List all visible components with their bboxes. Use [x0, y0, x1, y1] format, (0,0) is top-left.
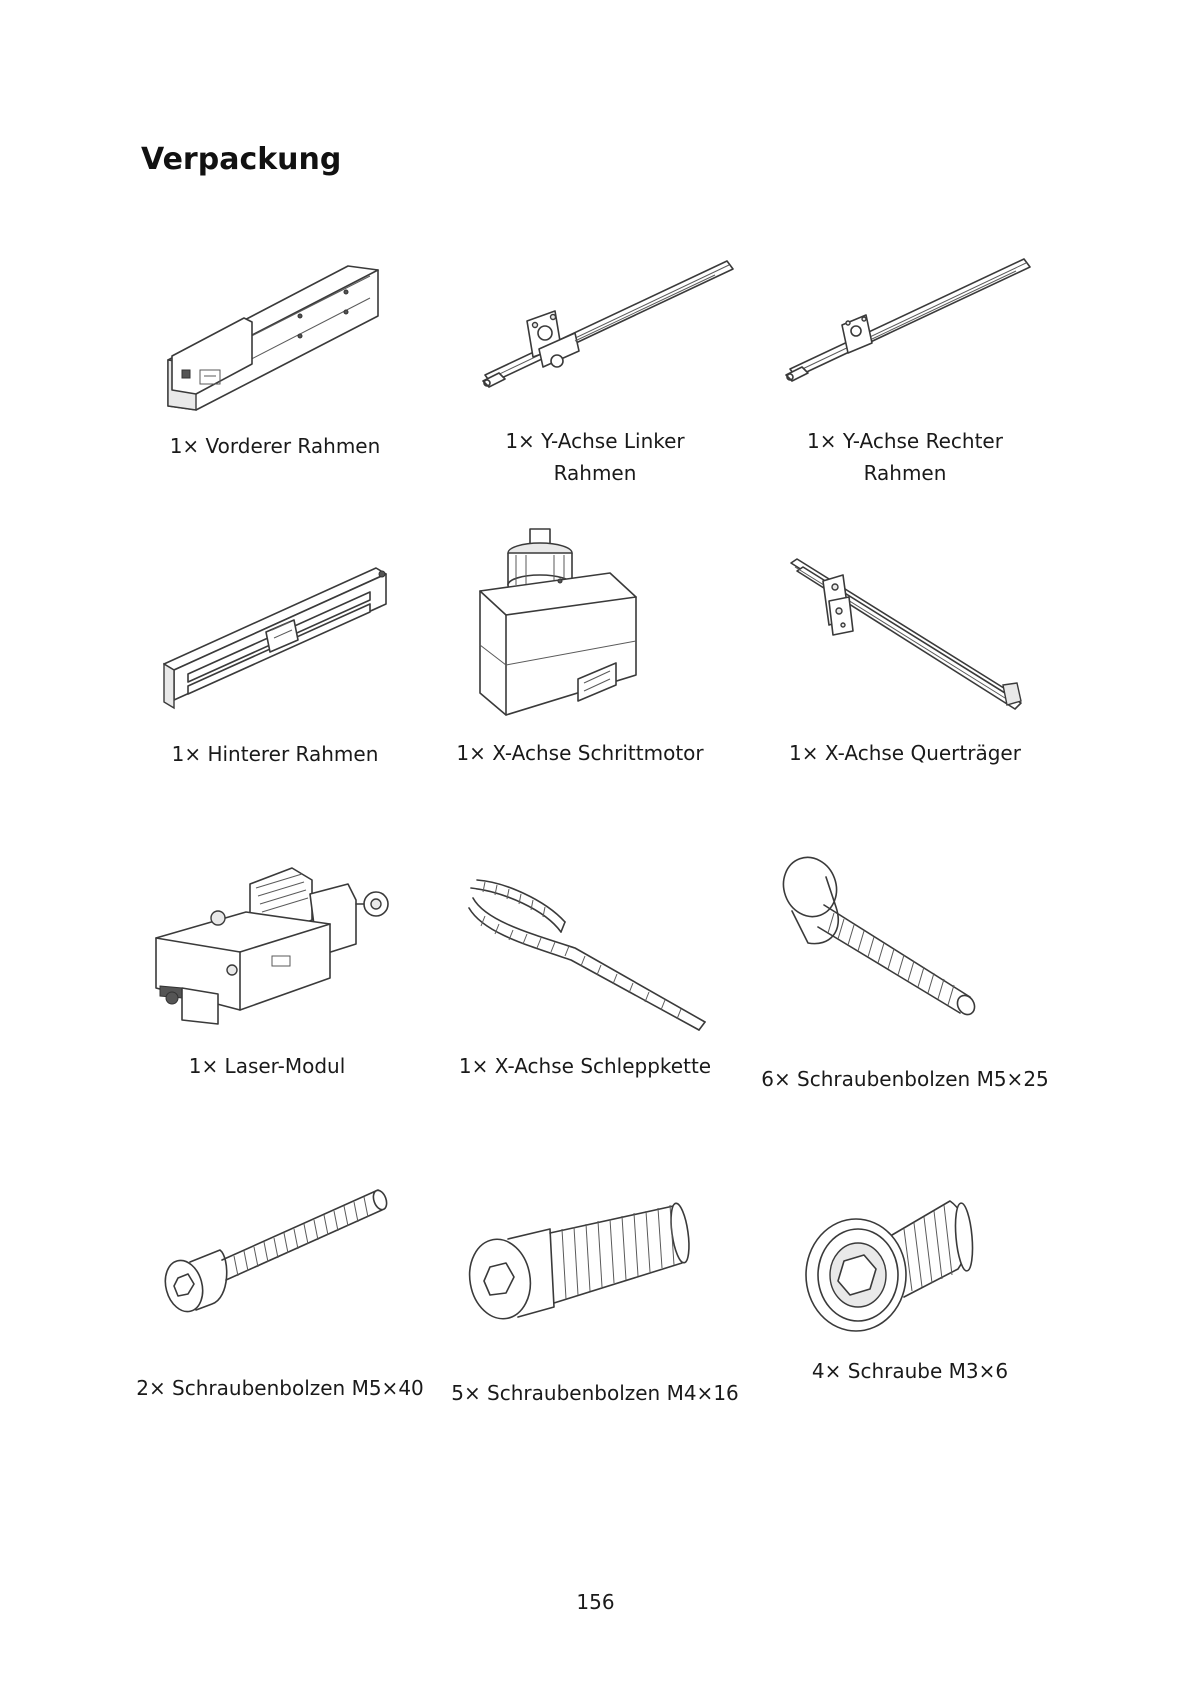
y-axis-right-frame-illustration — [780, 255, 1040, 385]
part-rear-frame — [160, 560, 400, 780]
item-label: 1× Y-Achse Rechter — [807, 429, 1003, 453]
item-label-line2: Rahmen — [863, 461, 947, 485]
item-label-line2: Rahmen — [553, 461, 637, 485]
laser-module-illustration — [152, 860, 402, 1030]
part-y-axis-right-frame — [780, 255, 1040, 485]
part-bolt-m4x16 — [450, 1195, 740, 1415]
part-laser-module — [152, 860, 402, 1095]
bolt-m5x25-illustration — [770, 855, 1010, 1015]
rear-frame-illustration — [160, 560, 400, 720]
part-front-frame — [160, 260, 390, 458]
part-x-axis-stepper-motor — [456, 525, 720, 785]
front-frame-illustration — [160, 260, 390, 420]
part-x-axis-crossbeam — [785, 555, 1045, 785]
item-label: 1× X-Achse Schrittmotor — [456, 741, 704, 765]
part-bolt-m5x25 — [761, 855, 1060, 1105]
part-y-axis-left-frame — [475, 255, 735, 485]
part-screw-m3x6 — [800, 1195, 1030, 1395]
page-title: Verpackung — [141, 142, 342, 177]
item-label: 1× X-Achse Querträger — [789, 741, 1021, 765]
x-axis-drag-chain-illustration — [465, 870, 725, 1030]
x-axis-crossbeam-illustration — [785, 555, 1025, 715]
item-label: 1× Hinterer Rahmen — [171, 742, 379, 766]
item-label: 1× Vorderer Rahmen — [169, 434, 381, 458]
item-label: 5× Schraubenbolzen M4×16 — [451, 1381, 739, 1405]
item-label: 2× Schraubenbolzen M5×40 — [136, 1376, 424, 1400]
part-bolt-m5x40 — [130, 1180, 430, 1410]
page-number: 156 — [576, 1590, 615, 1614]
bolt-m5x40-illustration — [130, 1180, 390, 1330]
screw-m3x6-illustration — [800, 1195, 1000, 1335]
item-label: 4× Schraube M3×6 — [811, 1359, 1009, 1383]
part-x-axis-drag-chain — [458, 870, 725, 1095]
item-label: 1× Laser-Modul — [188, 1054, 346, 1078]
x-axis-stepper-motor-illustration — [460, 525, 720, 715]
y-axis-left-frame-illustration — [475, 255, 735, 395]
item-label: 1× Y-Achse Linker — [505, 429, 685, 453]
bolt-m4x16-illustration — [450, 1195, 690, 1335]
item-label: 6× Schraubenbolzen M5×25 — [761, 1067, 1049, 1091]
item-label: 1× X-Achse Schleppkette — [458, 1054, 712, 1078]
